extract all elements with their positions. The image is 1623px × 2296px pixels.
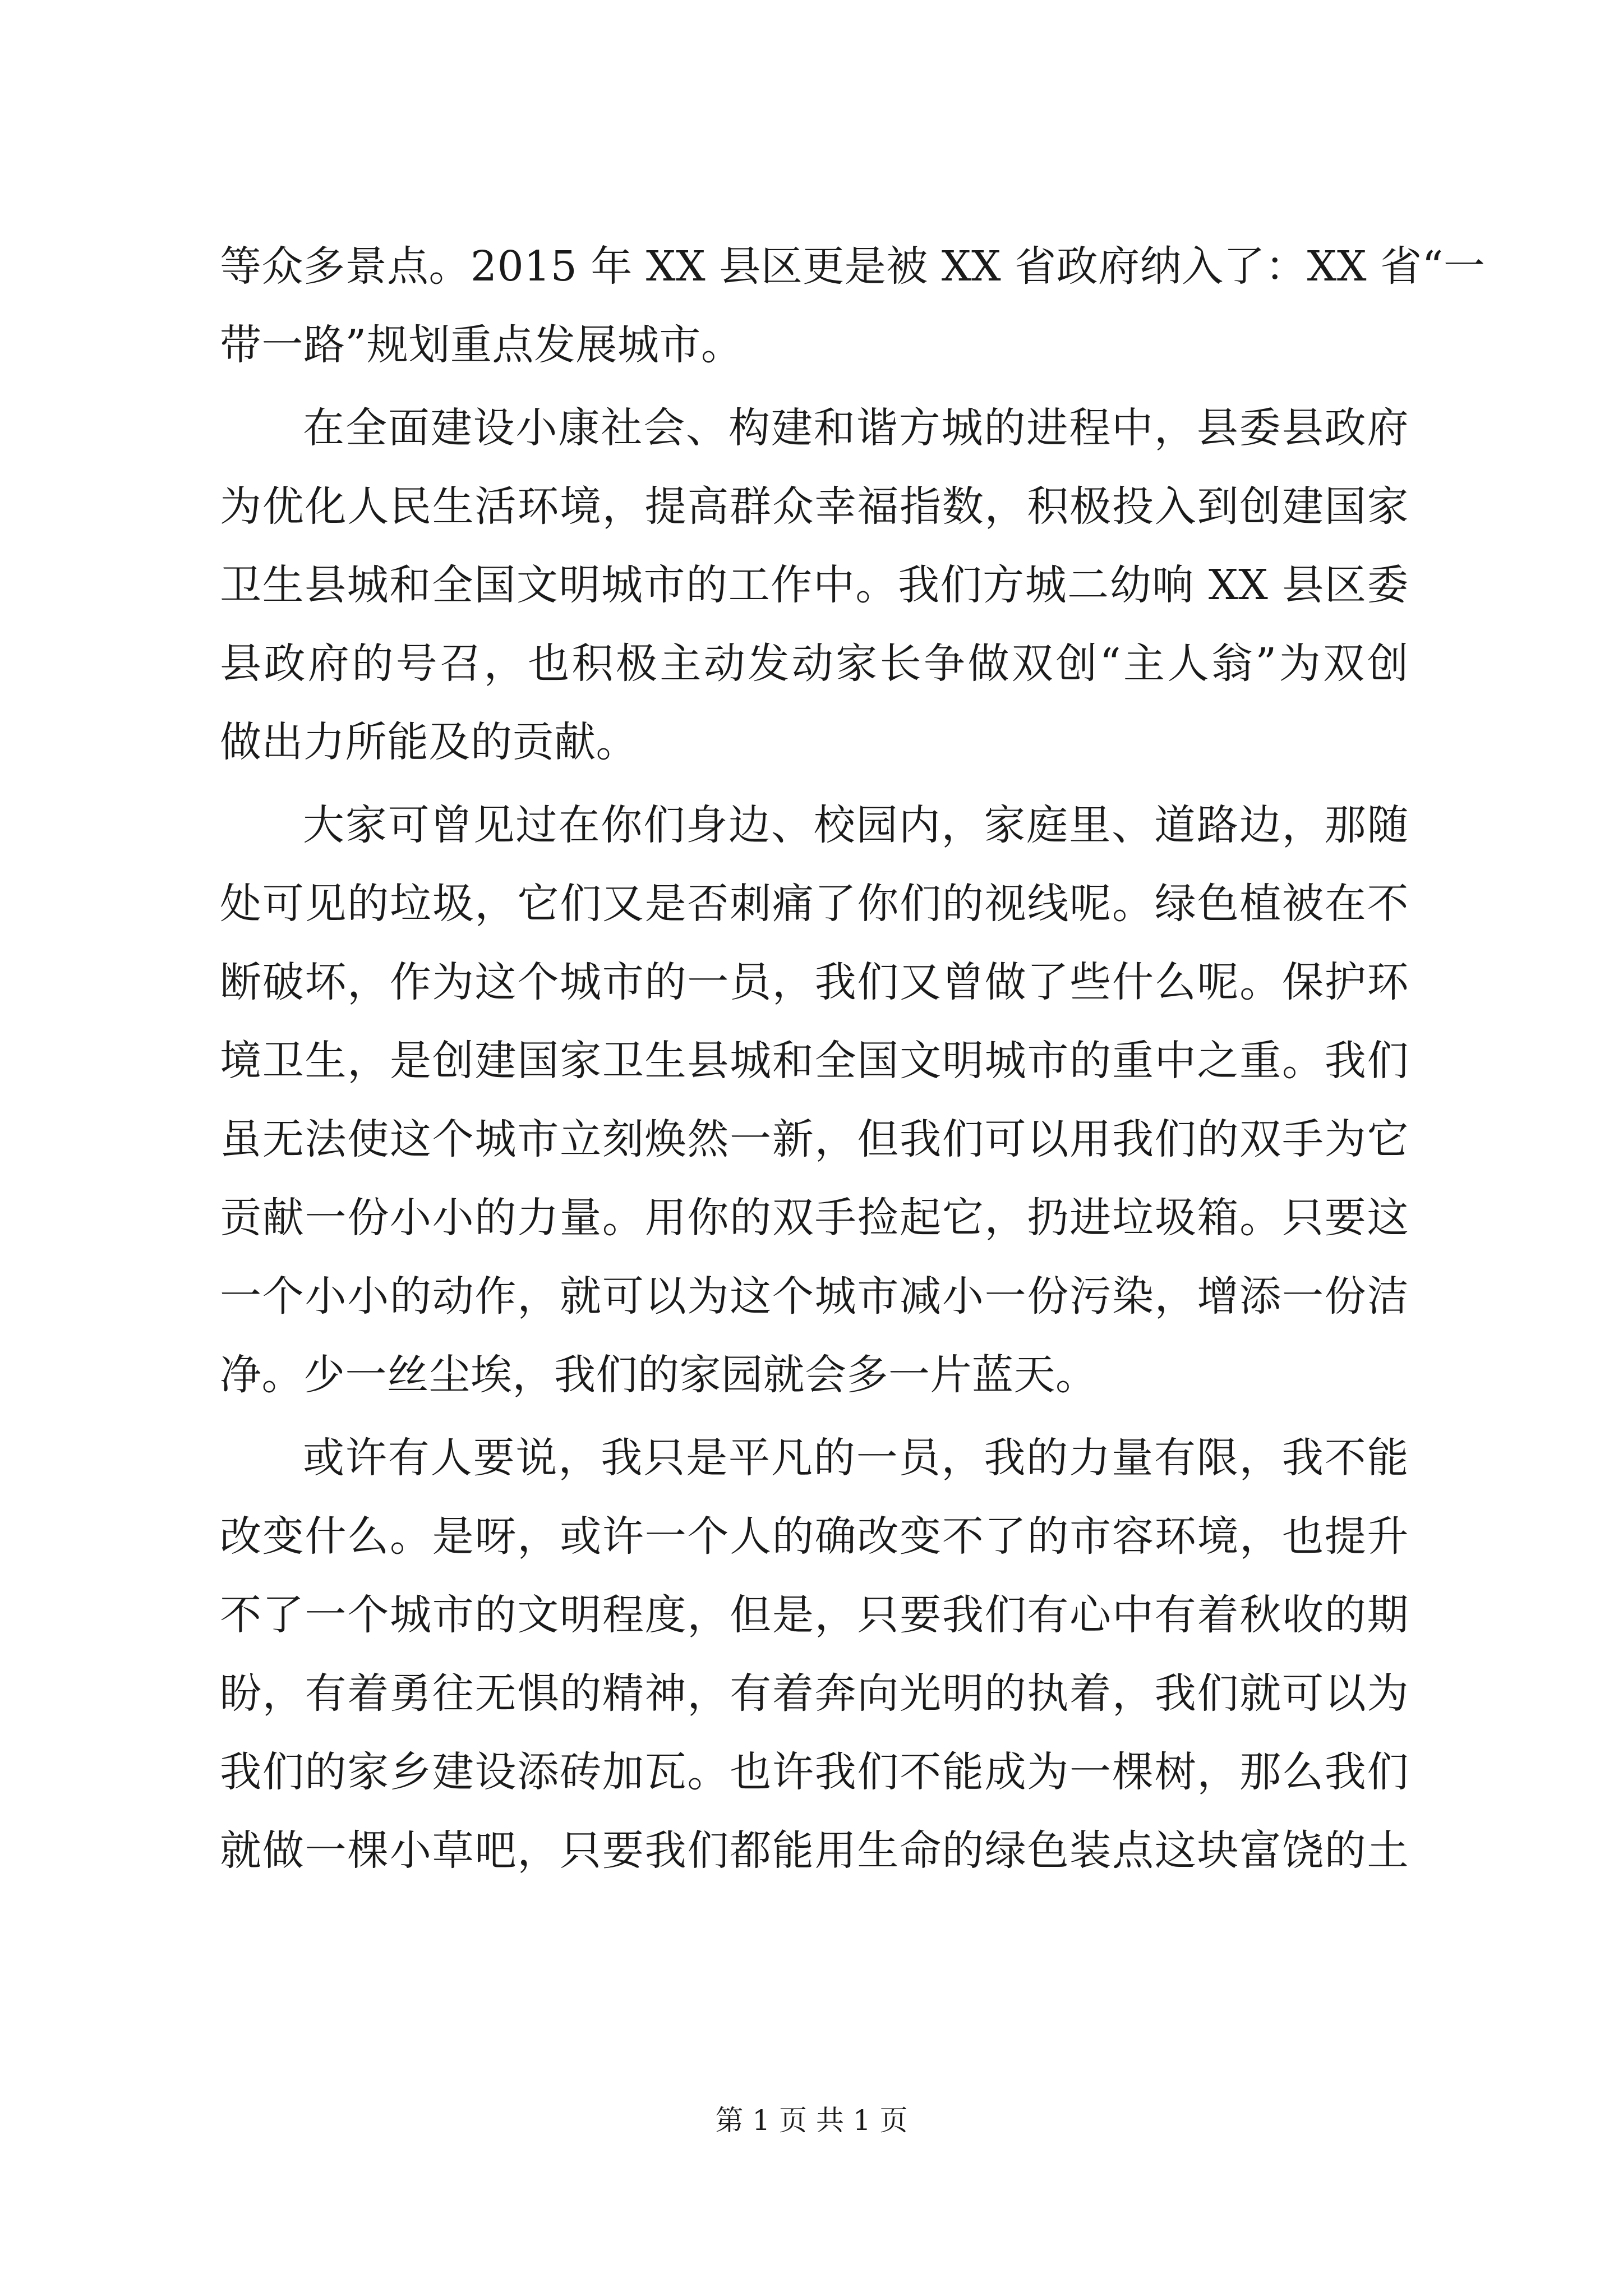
text-line: 改变什么。是呀，或许一个人的确改变不了的市容环境，也提升: [220, 1512, 1409, 1561]
text-line: 卫生县城和全国文明城市的工作中。我们方城二幼响 XX 县区委: [220, 561, 1409, 609]
document-body: [220, 227, 1486, 1890]
page-number-footer: 第 1 页 共 1 页: [715, 2104, 908, 2137]
text-line: 虽无法使这个城市立刻焕然一新，但我们可以用我们的双手为它: [220, 1115, 1409, 1163]
text-line: 就做一棵小草吧，只要我们都能用生命的绿色装点这块富饶的土: [220, 1826, 1409, 1875]
text-line: 在全面建设小康社会、构建和谐方城的进程中，县委县政府: [303, 404, 1409, 452]
paragraph: [220, 786, 1409, 1414]
text-line: 我们的家乡建设添砖加瓦。也许我们不能成为一棵树，那么我们: [220, 1748, 1409, 1796]
text-line: 做出力所能及的贡献。: [220, 718, 638, 766]
text-line: 为优化人民生活环境，提高群众幸福指数，积极投入到创建国家: [220, 482, 1409, 531]
text-line: 不了一个城市的文明程度，但是，只要我们有心中有着秋收的期: [220, 1591, 1409, 1639]
text-line: 境卫生，是创建国家卫生县城和全国文明城市的重中之重。我们: [220, 1037, 1409, 1085]
paragraph: [220, 1419, 1409, 1890]
text-line: 县政府的号召，也积极主动发动家长争做双创“主人翁”为双创: [220, 639, 1409, 688]
text-line: 等众多景点。2015 年 XX 县区更是被 XX 省政府纳入了：XX 省“一: [220, 242, 1486, 291]
text-line: 大家可曾见过在你们身边、校园内，家庭里、道路边，那随: [303, 801, 1409, 849]
text-line: 带一路”规划重点发展城市。: [220, 321, 743, 369]
text-line: 净。少一丝尘埃，我们的家园就会多一片蓝天。: [220, 1351, 1098, 1399]
paragraph: [220, 227, 1486, 384]
text-line: 处可见的垃圾，它们又是否刺痛了你们的视线呢。绿色植被在不: [220, 880, 1409, 928]
text-line: 一个小小的动作，就可以为这个城市减小一份污染，增添一份洁: [220, 1272, 1409, 1320]
text-line: 断破坏，作为这个城市的一员，我们又曾做了些什么呢。保护环: [220, 958, 1409, 1006]
paragraph: [220, 389, 1409, 781]
text-line: 贡献一份小小的力量。用你的双手捡起它，扔进垃圾箱。只要这: [220, 1194, 1409, 1242]
text-line: 盼，有着勇往无惧的精神，有着奔向光明的执着，我们就可以为: [220, 1669, 1409, 1718]
text-line: 或许有人要说，我只是平凡的一员，我的力量有限，我不能: [303, 1434, 1409, 1482]
